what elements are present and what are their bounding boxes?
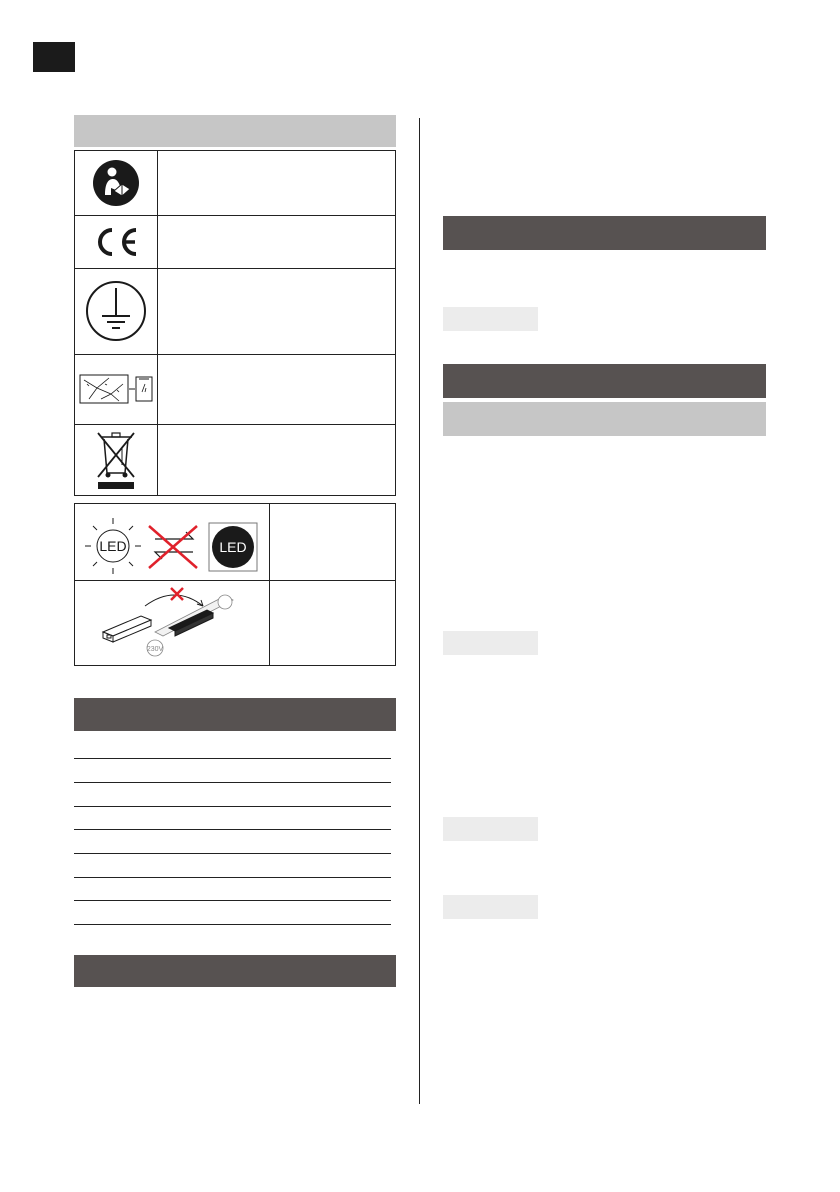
step-label-pill <box>443 307 538 331</box>
data-row-divider <box>74 782 391 783</box>
data-row-divider <box>74 853 391 854</box>
svg-text:LED: LED <box>219 539 247 555</box>
symbol-row <box>75 354 395 425</box>
section5-header-bar <box>443 364 766 398</box>
section4-header-bar <box>443 216 766 250</box>
weee-bin-icon <box>75 424 158 495</box>
symbol-row <box>75 268 395 355</box>
broken-glass-icon <box>75 354 158 424</box>
symbol-row <box>75 424 395 495</box>
language-tab <box>33 42 75 72</box>
led-not-replaceable-icon <box>75 504 270 580</box>
data-row-divider <box>74 829 391 830</box>
section5-subheader-bar <box>443 402 766 436</box>
symbols-header-bar <box>74 115 396 147</box>
data-row-divider <box>74 877 391 878</box>
read-manual-icon <box>75 151 158 215</box>
step-label-pill <box>443 631 538 655</box>
symbol-row <box>75 151 395 216</box>
svg-text:230V: 230V <box>146 646 164 653</box>
symbol-row <box>75 215 395 269</box>
step-label-pill <box>443 895 538 919</box>
led-symbols-table <box>74 503 396 666</box>
symbols-table <box>74 150 396 496</box>
data-header-bar <box>74 698 396 731</box>
led-symbol-row <box>75 504 395 581</box>
data-row-divider <box>74 924 391 925</box>
ce-mark-icon <box>75 215 158 268</box>
led-symbol-row <box>75 580 395 665</box>
step-label-pill <box>443 817 538 841</box>
section3-header-bar <box>74 955 396 987</box>
data-row-divider <box>74 900 391 901</box>
svg-text:LED: LED <box>99 538 127 554</box>
data-row-divider <box>74 806 391 807</box>
column-divider <box>419 118 420 1104</box>
protective-earth-icon <box>75 268 158 354</box>
data-row-divider <box>74 758 391 759</box>
driver-not-replaceable-icon <box>75 580 270 665</box>
